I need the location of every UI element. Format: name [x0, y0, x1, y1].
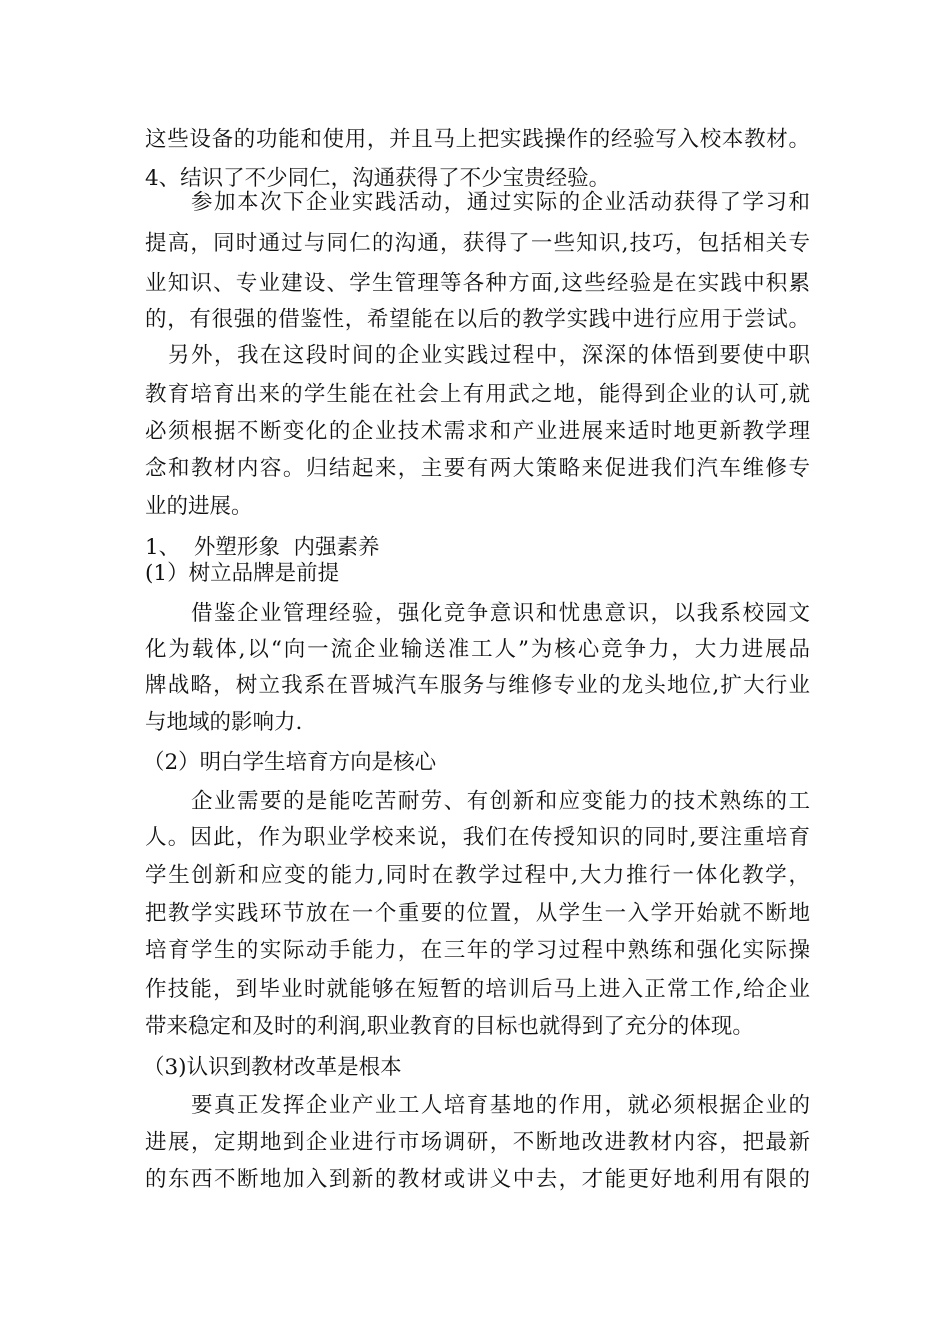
text-line: 作技能，到毕业时就能够在短暂的培训后马上进入正常工作,给企业	[145, 977, 810, 1002]
text-line: 带来稳定和及时的利润,职业教育的目标也就得到了充分的体现。	[145, 1014, 754, 1039]
text-line: 念和教材内容。归结起来，主要有两大策略来促进我们汽车维修专	[145, 456, 810, 481]
list-item-4: 4、结识了不少同仁，沟通获得了不少宝贵经验。	[145, 166, 611, 191]
text-line: 企业需要的是能吃苦耐劳、有创新和应变能力的技术熟练的工	[191, 789, 810, 814]
text-line: 培育学生的实际动手能力，在三年的学习过程中熟练和强化实际操	[145, 938, 810, 963]
text-line: 要真正发挥企业产业工人培育基地的作用，就必须根据企业的	[191, 1093, 810, 1118]
section-heading-1: 1、 外塑形象 内强素养	[145, 535, 380, 560]
text-line: 另外，我在这段时间的企业实践过程中，深深的体悟到要使中职	[168, 343, 810, 368]
text-line: 牌战略，树立我系在晋城汽车服务与维修专业的龙头地位,扩大行业	[145, 673, 810, 698]
text-line: 把教学实践环节放在一个重要的位置，从学生一入学开始就不断地	[145, 901, 810, 926]
text-line: 化为载体,以“向一流企业输送准工人”为核心竞争力，大力进展品	[145, 637, 810, 662]
text-line: 这些设备的功能和使用，并且马上把实践操作的经验写入校本教材。	[145, 127, 810, 152]
text-line: 参加本次下企业实践活动，通过实际的企业活动获得了学习和	[191, 190, 810, 215]
text-line: 业的进展。	[145, 494, 253, 519]
text-line: 业知识、专业建设、学生管理等各种方面,这些经验是在实践中积累	[145, 271, 810, 296]
text-line: 必须根据不断变化的企业技术需求和产业进展来适时地更新教学理	[145, 419, 810, 444]
text-line: 借鉴企业管理经验，强化竞争意识和忧患意识，以我系校园文	[191, 601, 810, 626]
text-line: 教育培育出来的学生能在社会上有用武之地，能得到企业的认可,就	[145, 382, 810, 407]
subsection-heading-1: (1）树立品牌是前提	[145, 561, 340, 586]
subsection-heading-2: （2）明白学生培育方向是核心	[143, 750, 437, 775]
text-line: 提高，同时通过与同仁的沟通，获得了一些知识,技巧，包括相关专	[145, 231, 810, 256]
text-line: 学生创新和应变的能力,同时在教学过程中,大力推行一体化教学，	[145, 863, 810, 888]
text-line: 的东西不断地加入到新的教材或讲义中去，才能更好地利用有限的	[145, 1167, 810, 1192]
text-line: 人。因此，作为职业学校来说，我们在传授知识的同时,要注重培育	[145, 825, 810, 850]
text-line: 与地域的影响力.	[145, 710, 303, 735]
text-line: 进展，定期地到企业进行市场调研，不断地改进教材内容，把最新	[145, 1130, 810, 1155]
subsection-heading-3: （3)认识到教材改革是根本	[143, 1055, 402, 1080]
text-line: 的，有很强的借鉴性，希望能在以后的教学实践中进行应用于尝试。	[145, 307, 810, 332]
